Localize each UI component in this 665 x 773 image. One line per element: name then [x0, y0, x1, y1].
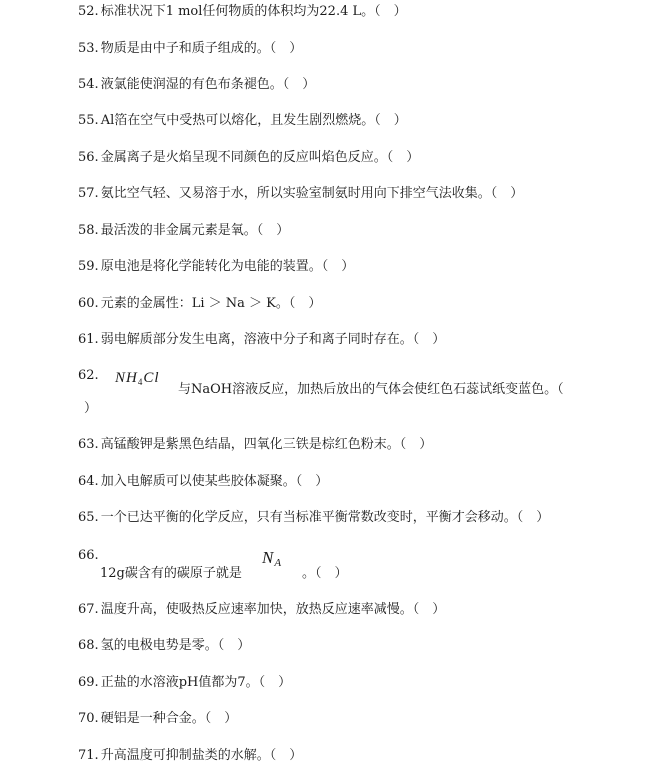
question-68: 68. 氢的电极电势是零。（ ） — [78, 638, 251, 653]
question-67: 67. 温度升高，使吸热反应速率加快，放热反应速率减慢。（ ） — [78, 602, 446, 617]
question-66-end: 。（ ） — [302, 566, 348, 581]
question-62-wrap: ） — [84, 401, 98, 416]
nh4cl-formula: $NH_4Cl$ — [115, 370, 160, 387]
question-63: 63. 高锰酸钾是紫黑色结晶，四氧化三铁是棕红色粉末。（ ） — [78, 437, 433, 452]
question-54: 54. 液氯能使润湿的有色布条褪色。（ ） — [78, 77, 316, 92]
question-59: 59. 原电池是将化学能转化为电能的装置。（ ） — [78, 259, 355, 274]
question-57: 57. 氨比空气轻、又易溶于水，所以实验室制氨时用向下排空气法收集。（ ） — [78, 186, 524, 201]
question-52: 52. 标准状况下1 mol任何物质的体积均为22.4 L。（ ） — [78, 4, 407, 19]
question-65: 65. 一个已达平衡的化学反应，只有当标准平衡常数改变时，平衡才会移动。（ ） — [78, 510, 550, 525]
question-66-text: 12g碳含有的碳原子就是 — [100, 566, 242, 581]
question-60: 60. 元素的金属性：Li ＞ Na ＞ K。（ ） — [78, 296, 322, 311]
avogadro-constant-symbol: $N_A$ — [262, 548, 283, 569]
question-64: 64. 加入电解质可以使某些胶体凝聚。（ ） — [78, 474, 329, 489]
question-66-number: 66. — [78, 548, 99, 563]
question-55: 55. Al箔在空气中受热可以熔化，且发生剧烈燃烧。（ ） — [78, 113, 407, 128]
question-71: 71. 升高温度可抑制盐类的水解。（ ） — [78, 748, 303, 763]
question-58: 58. 最活泼的非金属元素是氧。（ ） — [78, 223, 290, 238]
question-70: 70. 硬铝是一种合金。（ ） — [78, 711, 238, 726]
question-62-number: 62. — [78, 368, 99, 383]
question-69: 69. 正盐的水溶液pH值都为7。（ ） — [78, 675, 292, 690]
question-61: 61. 弱电解质部分发生电离，溶液中分子和离子同时存在。（ ） — [78, 332, 446, 347]
question-53: 53. 物质是由中子和质子组成的。（ ） — [78, 41, 303, 56]
question-62-text: 与NaOH溶液反应，加热后放出的气体会使红色石蕊试纸变蓝色。（ — [178, 382, 564, 397]
question-56: 56. 金属离子是火焰呈现不同颜色的反应叫焰色反应。（ ） — [78, 150, 420, 165]
